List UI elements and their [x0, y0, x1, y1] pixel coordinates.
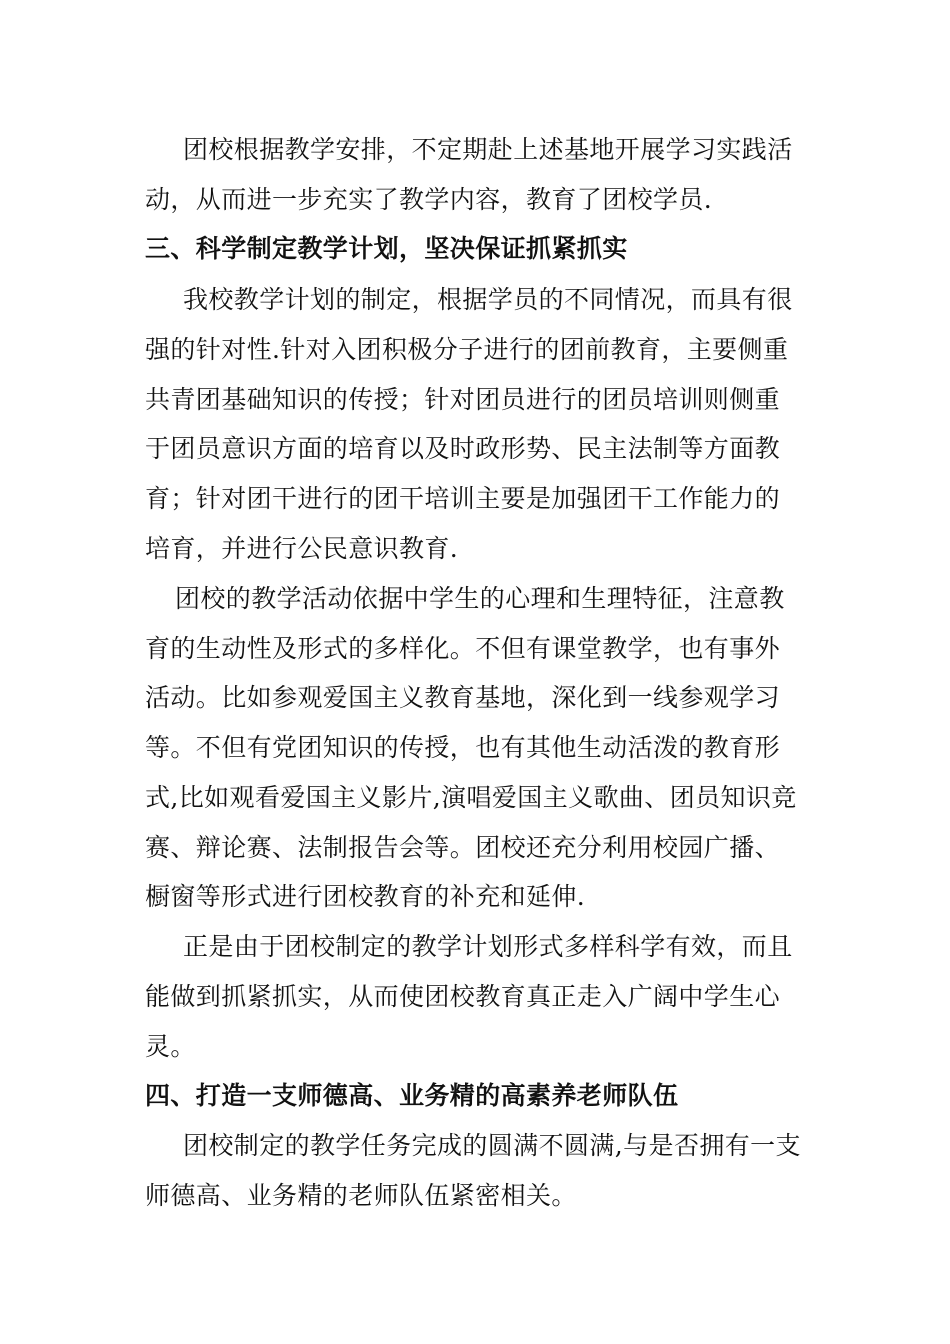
- paragraph-line: 动，从而进一步充实了教学内容，教育了团校学员.: [145, 185, 713, 214]
- paragraph-line: 赛、辩论赛、法制报告会等。团校还充分利用校园广播、: [145, 833, 781, 862]
- section-heading: 三、科学制定教学计划，坚决保证抓紧抓实: [145, 234, 628, 263]
- paragraph-line: 正是由于团校制定的教学计划形式多样科学有效，而且: [183, 932, 793, 961]
- paragraph-line: 灵。: [145, 1032, 196, 1061]
- paragraph-line: 团校制定的教学任务完成的圆满不圆满,与是否拥有一支: [183, 1131, 801, 1160]
- paragraph-line: 育的生动性及形式的多样化。不但有课堂教学，也有事外: [145, 634, 781, 663]
- paragraph-line: 于团员意识方面的培育以及时政形势、民主法制等方面教: [145, 434, 781, 463]
- paragraph-line: 能做到抓紧抓实，从而使团校教育真正走入广阔中学生心: [145, 982, 781, 1011]
- paragraph-line: 活动。比如参观爱国主义教育基地，深化到一线参观学习: [145, 683, 781, 712]
- paragraph-line: 橱窗等形式进行团校教育的补充和延伸.: [145, 882, 586, 911]
- section-heading: 四、打造一支师德高、业务精的高素养老师队伍: [145, 1081, 679, 1110]
- paragraph-line: 团校的教学活动依据中学生的心理和生理特征，注意教: [175, 584, 785, 613]
- paragraph-line: 等。不但有党团知识的传授，也有其他生动活泼的教育形: [145, 733, 781, 762]
- paragraph-line: 式,比如观看爱国主义影片,演唱爱国主义歌曲、团员知识竞: [145, 783, 797, 812]
- paragraph-line: 育；针对团干进行的团干培训主要是加强团干工作能力的: [145, 484, 781, 513]
- paragraph-line: 我校教学计划的制定，根据学员的不同情况，而具有很: [183, 285, 793, 314]
- paragraph-line: 强的针对性.针对入团积极分子进行的团前教育，主要侧重: [145, 335, 789, 364]
- paragraph-line: 师德高、业务精的老师队伍紧密相关。: [145, 1181, 577, 1210]
- paragraph-line: 团校根据教学安排，不定期赴上述基地开展学习实践活: [183, 135, 793, 164]
- paragraph-line: 共青团基础知识的传授；针对团员进行的团员培训则侧重: [145, 385, 781, 414]
- paragraph-line: 培育，并进行公民意识教育.: [145, 534, 459, 563]
